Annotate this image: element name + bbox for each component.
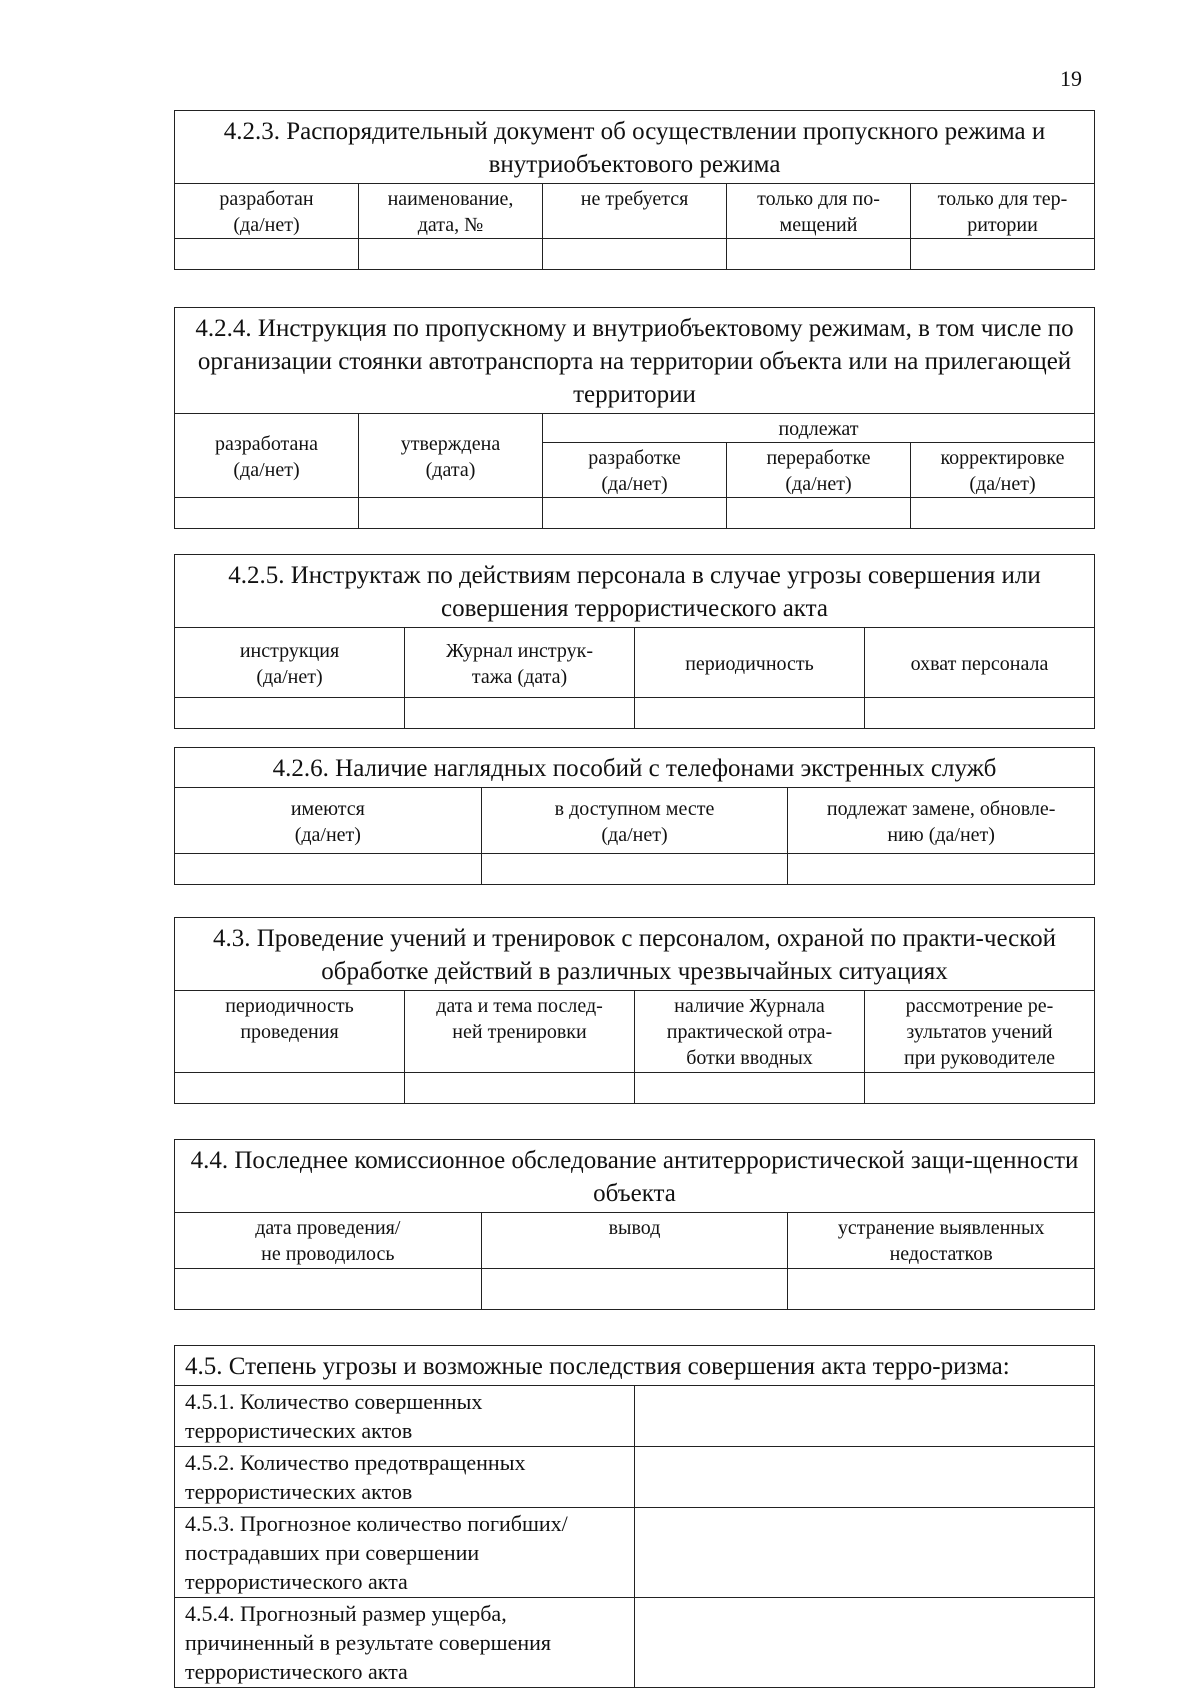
- section-title-4-2-5: 4.2.5. Инструктаж по действиям персонала в случае угрозы совершения или совершения террористического акта: [175, 555, 1095, 628]
- table-4-2-6: [174, 747, 1095, 885]
- input-cell[interactable]: [175, 854, 482, 885]
- header-cell: имеются (да/нет): [175, 788, 482, 854]
- header-cell: разработан (да/нет): [175, 184, 359, 239]
- value-cell[interactable]: [635, 1598, 1095, 1688]
- input-cell[interactable]: [727, 498, 911, 529]
- header-cell: переработке (да/нет): [727, 443, 911, 498]
- page-number: 19: [1060, 66, 1082, 91]
- value-cell[interactable]: [635, 1386, 1095, 1447]
- input-cell[interactable]: [635, 698, 865, 729]
- table-4-2-3: [174, 110, 1095, 270]
- section-title-4-2-3: 4.2.3. Распорядительный документ об осуществлении пропускного режима и внутриобъектового режима: [175, 111, 1095, 184]
- header-group-cell: подлежат: [543, 414, 1095, 443]
- value-cell[interactable]: [635, 1447, 1095, 1508]
- input-cell[interactable]: [788, 1269, 1095, 1310]
- table-4-4: [174, 1139, 1095, 1310]
- input-cell[interactable]: [175, 1073, 405, 1104]
- header-cell: разработке (да/нет): [543, 443, 727, 498]
- header-cell: подлежат замене, обновле- нию (да/нет): [788, 788, 1095, 854]
- header-cell: охват персонала: [865, 628, 1095, 698]
- input-cell[interactable]: [175, 498, 359, 529]
- list-item: 4.5.2. Количество предотвращенных террористических актов: [175, 1447, 635, 1508]
- header-cell: корректировке (да/нет): [911, 443, 1095, 498]
- section-title-4-2-4: 4.2.4. Инструкция по пропускному и внутриобъектовому режимам, в том числе по организации стоянки автотранспорта на территории объекта или на прилегающей территории: [175, 308, 1095, 414]
- input-cell[interactable]: [359, 239, 543, 270]
- input-cell[interactable]: [405, 698, 635, 729]
- table-4-5: [174, 1345, 1095, 1688]
- section-title-4-4: 4.4. Последнее комиссионное обследование антитеррористической защи-щенности объекта: [175, 1140, 1095, 1213]
- input-cell[interactable]: [543, 239, 727, 270]
- header-cell: утверждена (дата): [359, 414, 543, 498]
- header-cell: рассмотрение ре- зультатов учений при руководителе: [865, 991, 1095, 1073]
- input-cell[interactable]: [727, 239, 911, 270]
- header-cell: вывод: [481, 1213, 788, 1269]
- list-item: 4.5.1. Количество совершенных террористических актов: [175, 1386, 635, 1447]
- header-cell: не требуется: [543, 184, 727, 239]
- input-cell[interactable]: [543, 498, 727, 529]
- input-cell[interactable]: [481, 854, 788, 885]
- input-cell[interactable]: [865, 1073, 1095, 1104]
- header-cell: устранение выявленных недостатков: [788, 1213, 1095, 1269]
- input-cell[interactable]: [175, 1269, 482, 1310]
- table-4-3: [174, 917, 1095, 1104]
- input-cell[interactable]: [911, 498, 1095, 529]
- header-cell: периодичность: [635, 628, 865, 698]
- table-4-2-5: [174, 554, 1095, 729]
- section-title-4-5: 4.5. Степень угрозы и возможные последствия совершения акта терро-ризма:: [175, 1346, 1095, 1386]
- input-cell[interactable]: [911, 239, 1095, 270]
- input-cell[interactable]: [481, 1269, 788, 1310]
- header-cell: дата и тема послед- ней тренировки: [405, 991, 635, 1073]
- table-4-2-4: [174, 307, 1095, 529]
- header-cell: периодичность проведения: [175, 991, 405, 1073]
- input-cell[interactable]: [865, 698, 1095, 729]
- section-title-4-2-6: 4.2.6. Наличие наглядных пособий с телефонами экстренных служб: [175, 748, 1095, 788]
- header-cell: наименование, дата, №: [359, 184, 543, 239]
- input-cell[interactable]: [405, 1073, 635, 1104]
- list-item: 4.5.4. Прогнозный размер ущерба, причиненный в результате совершения террористического акта: [175, 1598, 635, 1688]
- input-cell[interactable]: [175, 239, 359, 270]
- input-cell[interactable]: [635, 1073, 865, 1104]
- header-cell: только для по- мещений: [727, 184, 911, 239]
- header-cell: в доступном месте (да/нет): [481, 788, 788, 854]
- header-cell: разработана (да/нет): [175, 414, 359, 498]
- input-cell[interactable]: [359, 498, 543, 529]
- header-cell: Журнал инструк- тажа (дата): [405, 628, 635, 698]
- input-cell[interactable]: [788, 854, 1095, 885]
- header-cell: дата проведения/ не проводилось: [175, 1213, 482, 1269]
- section-title-4-3: 4.3. Проведение учений и тренировок с персоналом, охраной по практи-ческой обработке действий в различных чрезвычайных ситуациях: [175, 918, 1095, 991]
- input-cell[interactable]: [175, 698, 405, 729]
- header-cell: только для тер- ритории: [911, 184, 1095, 239]
- header-cell: наличие Журнала практической отра- ботки вводных: [635, 991, 865, 1073]
- value-cell[interactable]: [635, 1508, 1095, 1598]
- header-cell: инструкция (да/нет): [175, 628, 405, 698]
- list-item: 4.5.3. Прогнозное количество погибших/пострадавших при совершении террористического акта: [175, 1508, 635, 1598]
